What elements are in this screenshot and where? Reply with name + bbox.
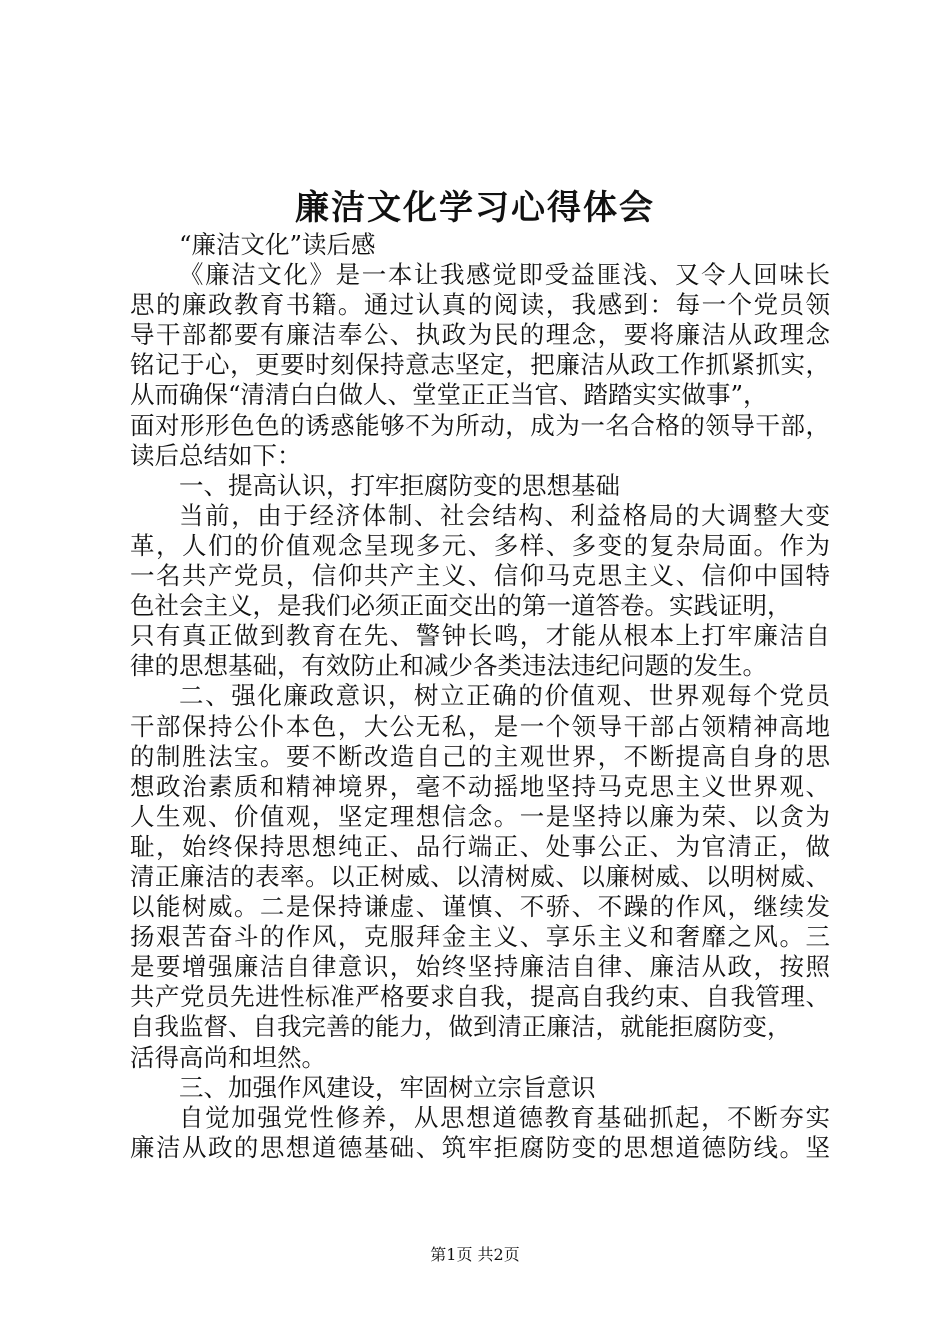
text-line: 清正廉洁的表率。以正树威、以清树威、以廉树威、以明树威、 bbox=[130, 861, 830, 891]
text-line: 铭记于心，更要时刻保持意志坚定，把廉洁从政工作抓紧抓实， bbox=[130, 350, 830, 380]
page-title: 廉洁文化学习心得体会 bbox=[295, 188, 655, 228]
text-line: 色社会主义，是我们必须正面交出的第一道答卷。实践证明， bbox=[130, 591, 792, 621]
text-line: 活得高尚和坦然。 bbox=[130, 1042, 326, 1072]
text-line: “廉洁文化”读后感 bbox=[179, 230, 376, 259]
text-line: 革，人们的价值观念呈现多元、多样、多变的复杂局面。作为 bbox=[130, 530, 830, 560]
text-line: 只有真正做到教育在先、警钟长鸣，才能从根本上打牢廉洁自 bbox=[130, 621, 830, 651]
section-heading: 三、加强作风建设，牢固树立宗旨意识 bbox=[179, 1072, 596, 1102]
text-line: 耻，始终保持思想纯正、品行端正、处事公正、为官清正，做 bbox=[130, 831, 830, 861]
text-line: 是要增强廉洁自律意识，始终坚持廉洁自律、廉洁从政，按照 bbox=[130, 952, 830, 982]
document-body bbox=[130, 230, 830, 1163]
text-line: 一名共产党员，信仰共产主义、信仰马克思主义、信仰中国特 bbox=[130, 561, 830, 591]
text-line: 思的廉政教育书籍。通过认真的阅读，我感到：每一个党员领 bbox=[130, 290, 830, 320]
section-heading: 二、强化廉政意识，树立正确的价值观、世界观每个党员 bbox=[179, 681, 830, 711]
text-line: 廉洁从政的思想道德基础、筑牢拒腐防变的思想道德防线。坚 bbox=[130, 1132, 830, 1162]
section-heading: 一、提高认识，打牢拒腐防变的思想基础 bbox=[179, 470, 620, 500]
text-line: 律的思想基础，有效防止和减少各类违法违纪问题的发生。 bbox=[130, 651, 767, 681]
text-line: 《廉洁文化》是一本让我感觉即受益匪浅、又令人回味长 bbox=[179, 260, 830, 290]
text-line: 的制胜法宝。要不断改造自己的主观世界，不断提高自身的思 bbox=[130, 741, 830, 771]
text-line: 自觉加强党性修养，从思想道德教育基础抓起，不断夯实 bbox=[179, 1102, 830, 1132]
page-footer: 第1页 共2页 bbox=[430, 1245, 520, 1264]
text-line: 人生观、价值观，坚定理想信念。一是坚持以廉为荣、以贪为 bbox=[130, 801, 830, 831]
text-line: 读后总结如下： bbox=[130, 440, 302, 470]
text-line: 导干部都要有廉洁奉公、执政为民的理念，要将廉洁从政理念 bbox=[130, 320, 830, 350]
text-line: 面对形形色色的诱惑能够不为所动，成为一名合格的领导干部， bbox=[130, 410, 830, 440]
text-line: 干部保持公仆本色，大公无私，是一个领导干部占领精神高地 bbox=[130, 711, 830, 741]
text-line: 从而确保“清清白白做人、堂堂正正当官、踏踏实实做事”， bbox=[130, 380, 768, 410]
text-line: 以能树威。二是保持谦虚、谨慎、不骄、不躁的作风，继续发 bbox=[130, 892, 830, 922]
text-line: 当前，由于经济体制、社会结构、利益格局的大调整大变 bbox=[179, 500, 830, 530]
text-line: 想政治素质和精神境界，毫不动摇地坚持马克思主义世界观、 bbox=[130, 771, 830, 801]
text-line: 共产党员先进性标准严格要求自我，提高自我约束、自我管理、 bbox=[130, 982, 830, 1012]
text-line: 扬艰苦奋斗的作风，克服拜金主义、享乐主义和奢靡之风。三 bbox=[130, 922, 830, 952]
text-line: 自我监督、自我完善的能力，做到清正廉洁，就能拒腐防变， bbox=[130, 1012, 792, 1042]
